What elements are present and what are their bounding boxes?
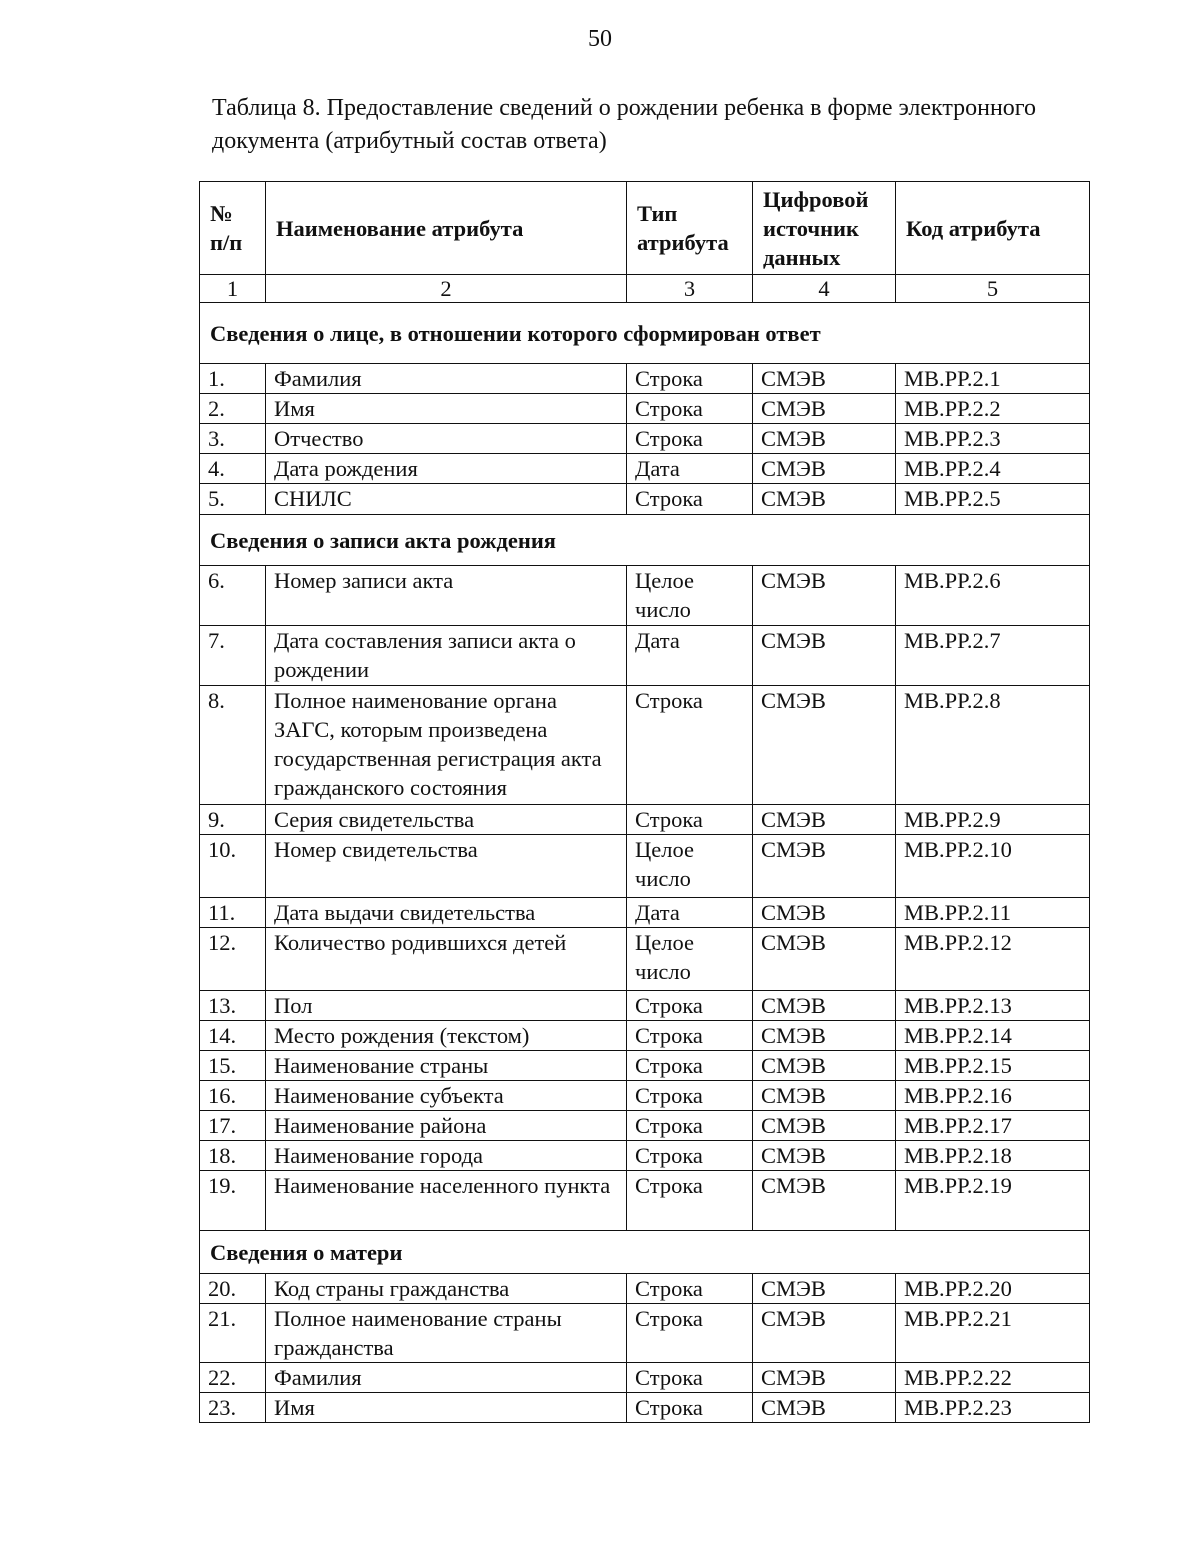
attribute-name: Код страны гражданства	[266, 1274, 627, 1304]
header-source: Цифровой источник данных	[753, 182, 896, 275]
attribute-code: МВ.РР.2.1	[896, 364, 1090, 394]
table-row	[200, 1274, 1090, 1304]
attribute-name: Наименование субъекта	[266, 1081, 627, 1111]
attribute-code: МВ.РР.2.9	[896, 805, 1090, 835]
attribute-type: Строка	[627, 1393, 753, 1423]
attribute-name: Серия свидетельства	[266, 805, 627, 835]
attribute-type: Дата	[627, 626, 753, 686]
attribute-code: МВ.РР.2.19	[896, 1171, 1090, 1231]
attribute-name: Место рождения (текстом)	[266, 1021, 627, 1051]
attribute-name: Имя	[266, 1393, 627, 1423]
attribute-type: Дата	[627, 454, 753, 484]
attribute-code: МВ.РР.2.14	[896, 1021, 1090, 1051]
attribute-code: МВ.РР.2.15	[896, 1051, 1090, 1081]
attribute-code: МВ.РР.2.5	[896, 484, 1090, 515]
attribute-type: Дата	[627, 898, 753, 928]
data-source: СМЭВ	[753, 1274, 896, 1304]
attribute-type: Строка	[627, 484, 753, 515]
attribute-type: Строка	[627, 394, 753, 424]
data-source: СМЭВ	[753, 1021, 896, 1051]
data-source: СМЭВ	[753, 1304, 896, 1363]
table-row	[200, 991, 1090, 1021]
table-row	[200, 1171, 1090, 1231]
table-row	[200, 835, 1090, 898]
table-row	[200, 454, 1090, 484]
table-row	[200, 364, 1090, 394]
attribute-name: Номер свидетельства	[266, 835, 627, 898]
attribute-type: Строка	[627, 1111, 753, 1141]
header-name: Наименование атрибута	[266, 182, 627, 275]
row-number: 21.	[200, 1304, 266, 1363]
attribute-name: Дата составления записи акта о рождении	[266, 626, 627, 686]
section-row	[200, 303, 1090, 364]
data-source: СМЭВ	[753, 898, 896, 928]
attribute-type: Строка	[627, 1141, 753, 1171]
column-number-row	[200, 275, 1090, 303]
data-source: СМЭВ	[753, 566, 896, 626]
attribute-code: МВ.РР.2.3	[896, 424, 1090, 454]
row-number: 7.	[200, 626, 266, 686]
table-row	[200, 805, 1090, 835]
attribute-type: Строка	[627, 1021, 753, 1051]
data-source: СМЭВ	[753, 1081, 896, 1111]
column-number: 3	[627, 275, 753, 303]
data-source: СМЭВ	[753, 394, 896, 424]
data-source: СМЭВ	[753, 1141, 896, 1171]
table-row	[200, 626, 1090, 686]
attribute-name: Наименование населенного пункта	[266, 1171, 627, 1231]
row-number: 1.	[200, 364, 266, 394]
attribute-table	[199, 181, 1090, 1423]
table-row	[200, 1141, 1090, 1171]
attribute-type: Строка	[627, 1051, 753, 1081]
attribute-code: МВ.РР.2.2	[896, 394, 1090, 424]
attribute-code: МВ.РР.2.10	[896, 835, 1090, 898]
row-number: 22.	[200, 1363, 266, 1393]
data-source: СМЭВ	[753, 928, 896, 991]
data-source: СМЭВ	[753, 835, 896, 898]
attribute-type: Строка	[627, 1274, 753, 1304]
column-number: 2	[266, 275, 627, 303]
attribute-type: Целое число	[627, 835, 753, 898]
attribute-type: Строка	[627, 1081, 753, 1111]
attribute-name: Дата выдачи свидетельства	[266, 898, 627, 928]
table-row	[200, 394, 1090, 424]
data-source: СМЭВ	[753, 626, 896, 686]
data-source: СМЭВ	[753, 364, 896, 394]
attribute-code: МВ.РР.2.16	[896, 1081, 1090, 1111]
data-source: СМЭВ	[753, 805, 896, 835]
data-source: СМЭВ	[753, 424, 896, 454]
data-source: СМЭВ	[753, 1111, 896, 1141]
row-number: 20.	[200, 1274, 266, 1304]
data-source: СМЭВ	[753, 991, 896, 1021]
header-type: Тип атрибута	[627, 182, 753, 275]
section-title: Сведения о матери	[200, 1231, 1090, 1274]
attribute-name: Полное наименование страны гражданства	[266, 1304, 627, 1363]
column-number: 5	[896, 275, 1090, 303]
attribute-name: Номер записи акта	[266, 566, 627, 626]
table-row	[200, 1111, 1090, 1141]
table-body	[200, 303, 1090, 1423]
row-number: 11.	[200, 898, 266, 928]
attribute-code: МВ.РР.2.22	[896, 1363, 1090, 1393]
attribute-name: Фамилия	[266, 1363, 627, 1393]
section-row	[200, 1231, 1090, 1274]
header-num: № п/п	[200, 182, 266, 275]
table-row	[200, 928, 1090, 991]
data-source: СМЭВ	[753, 1363, 896, 1393]
table-row	[200, 1304, 1090, 1363]
header-code: Код атрибута	[896, 182, 1090, 275]
table-caption: Таблица 8. Предоставление сведений о рождении ребенка в форме электронного документа (атрибутный состав ответа)	[212, 95, 1037, 154]
attribute-type: Целое число	[627, 566, 753, 626]
table-row	[200, 1021, 1090, 1051]
row-number: 2.	[200, 394, 266, 424]
data-source: СМЭВ	[753, 1051, 896, 1081]
row-number: 4.	[200, 454, 266, 484]
attribute-name: Дата рождения	[266, 454, 627, 484]
attribute-code: МВ.РР.2.23	[896, 1393, 1090, 1423]
attribute-code: МВ.РР.2.7	[896, 626, 1090, 686]
row-number: 19.	[200, 1171, 266, 1231]
attribute-code: МВ.РР.2.8	[896, 686, 1090, 805]
attribute-name: Наименование страны	[266, 1051, 627, 1081]
row-number: 14.	[200, 1021, 266, 1051]
table-row	[200, 1081, 1090, 1111]
row-number: 3.	[200, 424, 266, 454]
attribute-name: Пол	[266, 991, 627, 1021]
table-row	[200, 1051, 1090, 1081]
table-row	[200, 566, 1090, 626]
section-title: Сведения о лице, в отношении которого сформирован ответ	[200, 303, 1090, 364]
data-source: СМЭВ	[753, 686, 896, 805]
attribute-name: Наименование района	[266, 1111, 627, 1141]
attribute-type: Строка	[627, 1363, 753, 1393]
attribute-name: Отчество	[266, 424, 627, 454]
row-number: 13.	[200, 991, 266, 1021]
data-source: СМЭВ	[753, 1171, 896, 1231]
attribute-name: Фамилия	[266, 364, 627, 394]
attribute-code: МВ.РР.2.18	[896, 1141, 1090, 1171]
table-row	[200, 1393, 1090, 1423]
attribute-name: Полное наименование органа ЗАГС, которым произведена государственная регистрация акта гражданского состояния	[266, 686, 627, 805]
attribute-type: Строка	[627, 364, 753, 394]
attribute-code: МВ.РР.2.12	[896, 928, 1090, 991]
attribute-name: Наименование города	[266, 1141, 627, 1171]
attribute-type: Строка	[627, 424, 753, 454]
attribute-code: МВ.РР.2.6	[896, 566, 1090, 626]
row-number: 16.	[200, 1081, 266, 1111]
row-number: 6.	[200, 566, 266, 626]
table-row	[200, 686, 1090, 805]
row-number: 12.	[200, 928, 266, 991]
attribute-name: СНИЛС	[266, 484, 627, 515]
attribute-type: Строка	[627, 805, 753, 835]
data-source: СМЭВ	[753, 484, 896, 515]
attribute-code: МВ.РР.2.4	[896, 454, 1090, 484]
row-number: 9.	[200, 805, 266, 835]
table-row	[200, 1363, 1090, 1393]
attribute-type: Строка	[627, 1304, 753, 1363]
attribute-code: МВ.РР.2.17	[896, 1111, 1090, 1141]
data-source: СМЭВ	[753, 454, 896, 484]
attribute-name: Имя	[266, 394, 627, 424]
data-source: СМЭВ	[753, 1393, 896, 1423]
section-row	[200, 515, 1090, 566]
page-number: 50	[588, 26, 612, 52]
section-title: Сведения о записи акта рождения	[200, 515, 1090, 566]
row-number: 8.	[200, 686, 266, 805]
table-row	[200, 898, 1090, 928]
row-number: 10.	[200, 835, 266, 898]
row-number: 17.	[200, 1111, 266, 1141]
table-row	[200, 484, 1090, 515]
column-number: 1	[200, 275, 266, 303]
attribute-type: Строка	[627, 1171, 753, 1231]
attribute-code: МВ.РР.2.11	[896, 898, 1090, 928]
attribute-type: Целое число	[627, 928, 753, 991]
attribute-code: МВ.РР.2.21	[896, 1304, 1090, 1363]
attribute-type: Строка	[627, 686, 753, 805]
row-number: 15.	[200, 1051, 266, 1081]
attribute-code: МВ.РР.2.20	[896, 1274, 1090, 1304]
row-number: 18.	[200, 1141, 266, 1171]
row-number: 23.	[200, 1393, 266, 1423]
attribute-name: Количество родившихся детей	[266, 928, 627, 991]
attribute-type: Строка	[627, 991, 753, 1021]
table-row	[200, 424, 1090, 454]
attribute-code: МВ.РР.2.13	[896, 991, 1090, 1021]
column-number: 4	[753, 275, 896, 303]
table-header-row	[200, 182, 1090, 275]
row-number: 5.	[200, 484, 266, 515]
